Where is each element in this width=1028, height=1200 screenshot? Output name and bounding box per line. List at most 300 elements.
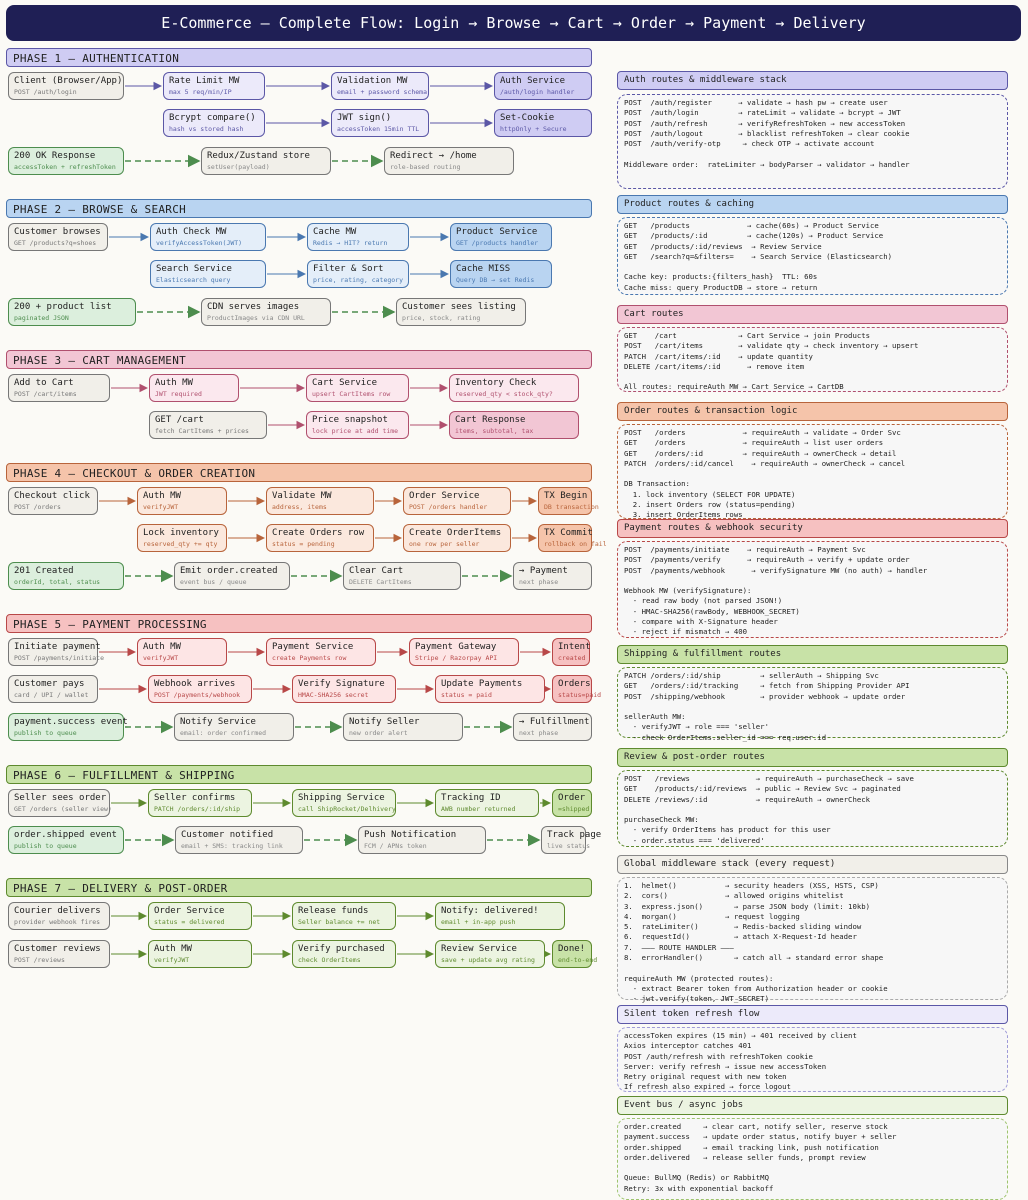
flow-node-notify-delivered: [435, 902, 565, 930]
node-title: Create Orders row: [272, 528, 365, 538]
node-subtitle: =shipped: [558, 805, 590, 813]
code-line: POST /auth/register → validate → hash pw → create user: [624, 98, 888, 107]
node-title: TX Commit: [544, 528, 593, 538]
code-line: - extract Bearer token from Authorization header or cookie: [624, 983, 888, 993]
node-subtitle: Query DB → set Redis: [456, 276, 535, 284]
flow-node-auth-check-mw: [150, 223, 266, 251]
node-title: Search Service: [156, 264, 232, 274]
code-line: sellerAuth MW:: [624, 712, 686, 722]
node-title: Customer pays: [14, 679, 85, 689]
flow-node-push-notification: [358, 826, 486, 854]
panel-body: [617, 94, 1008, 189]
node-subtitle: provider webhook fires: [14, 918, 101, 926]
flow-node-track-page: [541, 826, 602, 854]
flow-node-customer-pays: [8, 675, 98, 703]
flow-node-order-shipped-event: [8, 826, 124, 854]
node-subtitle: role-based routing: [390, 163, 461, 171]
node-title: Auth Check MW: [156, 227, 227, 237]
node-title: Order Service: [409, 491, 480, 501]
panel-header-cart-routes: Cart routes: [617, 305, 1008, 324]
node-title: Notify Seller: [349, 717, 420, 727]
node-title: 200 + product list: [14, 302, 112, 312]
node-title: Orders: [558, 679, 591, 689]
code-line: GET /products/:id/reviews → public → Review Svc → paginated: [624, 784, 901, 794]
node-title: Courier delivers: [14, 906, 101, 916]
code-line: Queue: BullMQ (Redis) or RabbitMQ: [624, 1173, 769, 1183]
node-subtitle: email + in-app push: [441, 918, 516, 926]
flow-node-lock-inventory: [137, 524, 227, 552]
code-line: Cache miss: query ProductDB → store → return: [624, 282, 818, 292]
node-subtitle: verifyAccessToken(JWT): [156, 239, 243, 247]
code-line: 3. express.json() → parse JSON body (limit: 10kb): [624, 901, 871, 911]
code-line: If refresh also expired → force logout: [624, 1082, 791, 1092]
node-title: Redirect → /home: [390, 151, 477, 161]
node-subtitle: email + password schema: [337, 88, 428, 96]
node-subtitle: setUser(payload): [207, 163, 270, 171]
node-title: Checkout click: [14, 491, 90, 501]
code-line: Cache key: products:{filters_hash} TTL: 60s: [624, 272, 818, 282]
code-line: [624, 372, 1001, 382]
phase-header: PHASE 5 — PAYMENT PROCESSING: [6, 614, 592, 633]
code-line: - check OrderItems.seller_id === req.user.id: [624, 732, 827, 742]
flow-node-emit-order-created: [174, 562, 290, 590]
panel-header-review-post-order-routes: Review & post-order routes: [617, 748, 1008, 767]
node-title: payment.success event: [14, 717, 128, 727]
node-subtitle: accessToken + refreshToken: [14, 163, 116, 171]
node-title: Payment Service: [272, 642, 354, 652]
code-line: - verifyJWT → role === 'seller': [624, 722, 769, 732]
node-title: Shipping Service: [298, 793, 385, 803]
code-line: DELETE /cart/items/:id → remove item: [624, 361, 805, 371]
node-title: → Fulfillment: [519, 717, 590, 727]
node-subtitle: upsert CartItems row: [312, 390, 391, 398]
node-title: Verify purchased: [298, 944, 385, 954]
flow-node-orders: [552, 675, 602, 703]
code-line: [624, 262, 1001, 272]
code-line: [624, 576, 1001, 586]
code-line: DELETE /reviews/:id → requireAuth → ownerCheck: [624, 794, 871, 804]
panel-header-global-middleware-stack-every-request: Global middleware stack (every request): [617, 855, 1008, 874]
node-title: Done!: [558, 944, 586, 954]
node-title: Auth MW: [154, 944, 192, 954]
flow-node-bcrypt-compare: [163, 109, 265, 137]
node-subtitle: verifyJWT: [143, 654, 179, 662]
node-subtitle: POST /cart/items: [14, 390, 77, 398]
node-subtitle: orderId, total, status: [14, 578, 101, 586]
code-line: Retry original request with new token: [624, 1072, 787, 1082]
flow-node-create-orders-row: [266, 524, 374, 552]
flow-node-initiate-payment: [8, 638, 105, 666]
flow-node-jwt-sign: [331, 109, 429, 137]
page-title: E-Commerce — Complete Flow: Login → Browse → Cart → Order → Payment → Delivery: [6, 5, 1021, 41]
code-line: Retry: 3x with exponential backoff: [624, 1183, 774, 1193]
panel-header-shipping-fulfillment-routes: Shipping & fulfillment routes: [617, 645, 1008, 664]
node-title: Validate MW: [272, 491, 332, 501]
flow-node-cache-mw: [307, 223, 409, 251]
code-line: POST /auth/login → rateLimit → validate → bcrypt → JWT: [624, 108, 901, 118]
phase-header: PHASE 7 — DELIVERY & POST-ORDER: [6, 878, 592, 897]
flow-node-add-to-cart: [8, 374, 110, 402]
node-subtitle: save + update avg rating: [441, 956, 535, 964]
flow-node-clear-cart: [343, 562, 461, 590]
node-title: GET /cart: [155, 415, 204, 425]
node-subtitle: max 5 req/min/IP: [169, 88, 232, 96]
code-line: [624, 469, 1001, 479]
panel-header-product-routes-caching: Product routes & caching: [617, 195, 1008, 214]
node-subtitle: httpOnly + Secure: [500, 125, 567, 133]
code-line: GET /orders/:id → requireAuth → ownerCheck → detail: [624, 448, 897, 458]
code-line: POST /reviews → requireAuth → purchaseCheck → save: [624, 774, 914, 783]
node-title: Lock inventory: [143, 528, 219, 538]
code-line: [624, 805, 1001, 815]
flow-node-auth-service: [494, 72, 592, 100]
flow-node-cart-service: [306, 374, 409, 402]
panel-body: [617, 424, 1008, 519]
node-subtitle: fetch CartItems + prices: [155, 427, 249, 435]
node-title: 201 Created: [14, 566, 74, 576]
panel-header-auth-routes-middleware-stack: Auth routes & middleware stack: [617, 71, 1008, 90]
flow-node-verify-purchased: [292, 940, 396, 968]
code-line: 3. insert OrderItems rows: [624, 510, 743, 520]
code-line: PATCH /cart/items/:id → update quantity: [624, 351, 813, 361]
node-title: Initiate payment: [14, 642, 101, 652]
flow-node-customer-browses: [8, 223, 108, 251]
flow-node-release-funds: [292, 902, 396, 930]
node-title: Filter & Sort: [313, 264, 384, 274]
node-subtitle: GET /products handler: [456, 239, 539, 247]
node-subtitle: Seller balance += net: [298, 918, 381, 926]
node-title: Order: [558, 793, 586, 803]
node-title: Cart Response: [455, 415, 526, 425]
flow-node-product-service: [450, 223, 552, 251]
flow-node-redux-zustand-store: [201, 147, 331, 175]
node-subtitle: email: order confirmed: [180, 729, 267, 737]
flow-node-inventory-check: [449, 374, 579, 402]
panel-body: [617, 667, 1008, 742]
code-line: requireAuth MW (protected routes):: [624, 973, 774, 983]
panel-body: [617, 1118, 1008, 1200]
flow-node-notify-service: [174, 713, 294, 741]
code-line: [624, 1163, 1001, 1173]
flow-node-customer-sees-listing: [396, 298, 526, 326]
panel-body: [617, 770, 1008, 847]
node-title: JWT sign(): [337, 113, 392, 123]
flow-node-update-payments: [435, 675, 545, 703]
node-subtitle: one row per seller: [409, 540, 480, 548]
code-line: 8. errorHandler() → catch all → standard error shape: [624, 953, 884, 963]
code-line: accessToken expires (15 min) → 401 received by client: [624, 1031, 857, 1040]
node-title: Notify Service: [180, 717, 256, 727]
node-title: Customer notified: [181, 830, 274, 840]
code-line: 4. morgan() → request logging: [624, 911, 800, 921]
node-subtitle: check OrderItems: [298, 956, 361, 964]
flow-node-notify-seller: [343, 713, 463, 741]
node-subtitle: created: [558, 654, 586, 662]
panel-header-order-routes-transaction-logic: Order routes & transaction logic: [617, 402, 1008, 421]
node-subtitle: hash vs stored hash: [169, 125, 244, 133]
flow-node-done: [552, 940, 598, 968]
flow-node-fulfillment: [513, 713, 592, 741]
code-line: GET /cart → Cart Service → join Products: [624, 331, 871, 340]
node-title: Tracking ID: [441, 793, 501, 803]
code-line: 5. rateLimiter() → Redis-backed sliding window: [624, 922, 862, 932]
node-title: Validation MW: [337, 76, 408, 86]
code-line: [624, 702, 1001, 712]
code-line: GET /products/:id/reviews → Review Service: [624, 241, 822, 251]
node-title: Set-Cookie: [500, 113, 555, 123]
node-subtitle: reserved_qty < stock_qty?: [455, 390, 553, 398]
node-title: Seller confirms: [154, 793, 236, 803]
node-subtitle: status = delivered: [154, 918, 225, 926]
flow-node-shipping-service: [292, 789, 396, 817]
node-subtitle: accessToken 15min TTL: [337, 125, 420, 133]
flow-node-seller-sees-order: [8, 789, 110, 817]
node-subtitle: create Payments row: [272, 654, 347, 662]
panel-body: [617, 217, 1008, 295]
code-line: PATCH /orders/:id/ship → sellerAuth → Shipping Svc: [624, 671, 879, 680]
code-line: GET /search?q=&filters= → Search Service (Elasticsearch): [624, 251, 892, 261]
node-title: Order Service: [154, 906, 225, 916]
node-title: Cache MW: [313, 227, 357, 237]
code-line: POST /payments/verify → requireAuth → verify + update order: [624, 555, 910, 565]
flow-node-webhook-arrives: [148, 675, 252, 703]
node-subtitle: status = paid: [441, 691, 492, 699]
flow-node-filter-sort: [307, 260, 409, 288]
node-subtitle: publish to queue: [14, 842, 77, 850]
code-line: [624, 149, 1001, 159]
code-line: POST /orders → requireAuth → validate → Order Svc: [624, 428, 901, 437]
node-title: Customer reviews: [14, 944, 101, 954]
node-title: Payment Gateway: [415, 642, 497, 652]
panel-header-silent-token-refresh-flow: Silent token refresh flow: [617, 1005, 1008, 1024]
flow-node-payment-gateway: [409, 638, 519, 666]
flow-node-tracking-id: [435, 789, 539, 817]
flow-node-tx-commit: [538, 524, 607, 552]
flow-node-auth-mw: [148, 940, 252, 968]
code-line: Server: verify refresh → issue new accessToken: [624, 1061, 827, 1071]
node-subtitle: next phase: [519, 578, 559, 586]
node-title: Auth MW: [143, 642, 181, 652]
flow-node-auth-mw: [149, 374, 239, 402]
panel-body: [617, 877, 1008, 1004]
code-line: purchaseCheck MW:: [624, 815, 699, 825]
code-line: 6. requestId() → attach X-Request-Id header: [624, 932, 857, 942]
flow-node-validation-mw: [331, 72, 429, 100]
node-title: Auth MW: [155, 378, 193, 388]
code-line: [624, 963, 1001, 973]
node-subtitle: next phase: [519, 729, 559, 737]
node-subtitle: POST /payments/webhook: [154, 691, 241, 699]
node-title: Intent: [558, 642, 591, 652]
node-title: Inventory Check: [455, 378, 537, 388]
flow-node-cart-response: [449, 411, 579, 439]
node-title: Track page: [547, 830, 602, 840]
code-line: POST /auth/verify-otp → check OTP → activate account: [624, 139, 875, 149]
node-title: Cache MISS: [456, 264, 511, 274]
code-line: GET /orders → requireAuth → list user orders: [624, 438, 884, 448]
flow-node-201-created: [8, 562, 124, 590]
node-title: Push Notification: [364, 830, 457, 840]
flow-node-cdn-serves-images: [201, 298, 331, 326]
code-line: - verify OrderItems has product for this user: [624, 825, 831, 835]
code-line: GET /products/:id → cache(120s) → Product Service: [624, 231, 884, 241]
node-subtitle: /auth/login handler: [500, 88, 575, 96]
node-title: Review Service: [441, 944, 517, 954]
node-title: Redux/Zustand store: [207, 151, 310, 161]
flow-node-validate-mw: [266, 487, 374, 515]
node-title: Customer browses: [14, 227, 101, 237]
node-subtitle: call ShipRocket/Delhivery: [298, 805, 396, 813]
node-title: → Payment: [519, 566, 568, 576]
panel-body: [617, 327, 1008, 392]
flow-node-review-service: [435, 940, 545, 968]
code-line: 1. lock inventory (SELECT FOR UPDATE): [624, 489, 796, 499]
code-line: GET /products → cache(60s) → Product Service: [624, 221, 879, 230]
node-subtitle: address, items: [272, 503, 327, 511]
code-line: 7. ——— ROUTE HANDLER ———: [624, 942, 734, 952]
code-line: DB Transaction:: [624, 479, 690, 489]
code-line: Webhook MW (verifySignature):: [624, 586, 752, 596]
node-title: Client (Browser/App): [14, 76, 123, 86]
flow-node-order-service: [148, 902, 252, 930]
flow-node-order-service: [403, 487, 511, 515]
node-subtitle: card / UPI / wallet: [14, 691, 89, 699]
node-subtitle: status = pending: [272, 540, 335, 548]
flow-node-price-snapshot: [306, 411, 409, 439]
code-line: POST /auth/logout → blacklist refreshToken → clear cookie: [624, 128, 910, 138]
node-subtitle: status=paid: [558, 691, 602, 699]
node-subtitle: rollback on fail: [544, 540, 607, 548]
flow-node-tx-begin: [538, 487, 599, 515]
node-title: Create OrderItems: [409, 528, 502, 538]
flow-node-auth-mw: [137, 638, 227, 666]
node-title: Notify: delivered!: [441, 906, 539, 916]
flow-node-search-service: [150, 260, 266, 288]
code-line: payment.success → update order status, notify buyer + seller: [624, 1132, 897, 1142]
code-line: - HMAC-SHA256(rawBody, WEBHOOK_SECRET): [624, 606, 800, 616]
node-subtitle: FCM / APNs token: [364, 842, 427, 850]
flow-node-courier-delivers: [8, 902, 110, 930]
phase-header: PHASE 6 — FULFILLMENT & SHIPPING: [6, 765, 592, 784]
code-line: GET /orders/:id/tracking → fetch from Shipping Provider API: [624, 681, 910, 691]
code-line: POST /shipping/webhook → provider webhook → update order: [624, 691, 906, 701]
node-subtitle: HMAC-SHA256 secret: [298, 691, 369, 699]
flow-node-200-product-list: [8, 298, 136, 326]
code-line: POST /cart/items → validate qty → check inventory → upsert: [624, 341, 919, 351]
code-line: POST /payments/webhook → verifySignature MW (no auth) → handler: [624, 565, 928, 575]
flow-node-customer-notified: [175, 826, 303, 854]
code-line: 2. insert Orders row (status=pending): [624, 500, 796, 510]
node-title: Product Service: [456, 227, 538, 237]
code-line: order.delivered → release seller funds, prompt review: [624, 1152, 866, 1162]
code-line: order.shipped → email tracking link, push notification: [624, 1142, 879, 1152]
node-subtitle: GET /products?q=shoes: [14, 239, 97, 247]
phase-header: PHASE 2 — BROWSE & SEARCH: [6, 199, 592, 218]
node-subtitle: POST /orders handler: [409, 503, 488, 511]
code-line: PATCH /orders/:id/cancel → requireAuth → ownerCheck → cancel: [624, 458, 906, 468]
flow-node-verify-signature: [292, 675, 396, 703]
code-line: POST /auth/refresh with refreshToken cookie: [624, 1051, 813, 1061]
node-title: Emit order.created: [180, 566, 278, 576]
flow-node-checkout-click: [8, 487, 98, 515]
node-subtitle: DB transaction: [544, 503, 599, 511]
node-subtitle: Stripe / Razorpay API: [415, 654, 498, 662]
code-line: - read raw body (not parsed JSON!): [624, 596, 783, 606]
flow-node-payment-success-event: [8, 713, 128, 741]
node-title: Auth MW: [143, 491, 181, 501]
node-subtitle: verifyJWT: [154, 956, 190, 964]
phase-header: PHASE 4 — CHECKOUT & ORDER CREATION: [6, 463, 592, 482]
panel-header-payment-routes-webhook-security: Payment routes & webhook security: [617, 519, 1008, 538]
node-title: Price snapshot: [312, 415, 388, 425]
node-title: order.shipped event: [14, 830, 117, 840]
node-title: Add to Cart: [14, 378, 74, 388]
flow-node-cache-miss: [450, 260, 552, 288]
node-subtitle: live status: [547, 842, 591, 850]
code-line: order.created → clear cart, notify seller, reserve stock: [624, 1122, 888, 1131]
node-title: Bcrypt compare(): [169, 113, 256, 123]
node-title: Rate Limit MW: [169, 76, 240, 86]
code-line: Axios interceptor catches 401: [624, 1041, 752, 1051]
node-subtitle: publish to queue: [14, 729, 77, 737]
node-subtitle: POST /payments/initiate: [14, 654, 105, 662]
node-subtitle: GET /orders (seller view): [14, 805, 112, 813]
code-line: - order.status === 'delivered': [624, 835, 765, 845]
node-subtitle: POST /orders: [14, 503, 61, 511]
code-line: POST /auth/refresh → verifyRefreshToken → new accessToken: [624, 118, 906, 128]
node-subtitle: AWB number returned: [441, 805, 516, 813]
node-subtitle: Redis → HIT? return: [313, 239, 388, 247]
node-subtitle: event bus / queue: [180, 578, 247, 586]
flow-node-payment: [513, 562, 592, 590]
node-title: CDN serves images: [207, 302, 300, 312]
node-title: 200 OK Response: [14, 151, 96, 161]
node-subtitle: verifyJWT: [143, 503, 179, 511]
node-subtitle: price, stock, rating: [402, 314, 481, 322]
node-subtitle: POST /auth/login: [14, 88, 77, 96]
flow-node-intent: [552, 638, 590, 666]
node-title: Customer sees listing: [402, 302, 516, 312]
node-subtitle: items, subtotal, tax: [455, 427, 534, 435]
flow-node-auth-mw: [137, 487, 227, 515]
node-title: Seller sees order: [14, 793, 107, 803]
panel-body: [617, 1027, 1008, 1092]
code-line: POST /payments/initiate → requireAuth → Payment Svc: [624, 545, 866, 554]
node-subtitle: DELETE CartItems: [349, 578, 412, 586]
flow-node-get-cart: [149, 411, 267, 439]
node-subtitle: end-to-end: [558, 956, 598, 964]
node-subtitle: lock price at add time: [312, 427, 399, 435]
node-subtitle: Elasticsearch query: [156, 276, 231, 284]
panel-header-event-bus-async-jobs: Event bus / async jobs: [617, 1096, 1008, 1115]
node-subtitle: price, rating, category: [313, 276, 404, 284]
panel-body: [617, 541, 1008, 638]
node-title: Update Payments: [441, 679, 523, 689]
node-subtitle: POST /reviews: [14, 956, 65, 964]
flow-node-seller-confirms: [148, 789, 252, 817]
node-title: Webhook arrives: [154, 679, 236, 689]
node-title: Clear Cart: [349, 566, 404, 576]
code-line: 2. cors() → allowed origins whitelist: [624, 891, 844, 901]
node-subtitle: PATCH /orders/:id/ship: [154, 805, 241, 813]
node-subtitle: JWT required: [155, 390, 202, 398]
node-title: Cart Service: [312, 378, 378, 388]
flow-node-order: [552, 789, 592, 817]
node-title: Release funds: [298, 906, 369, 916]
node-title: Verify Signature: [298, 679, 385, 689]
code-line: - jwt.verify(token, JWT_SECRET): [624, 994, 769, 1004]
node-title: Auth Service: [500, 76, 566, 86]
